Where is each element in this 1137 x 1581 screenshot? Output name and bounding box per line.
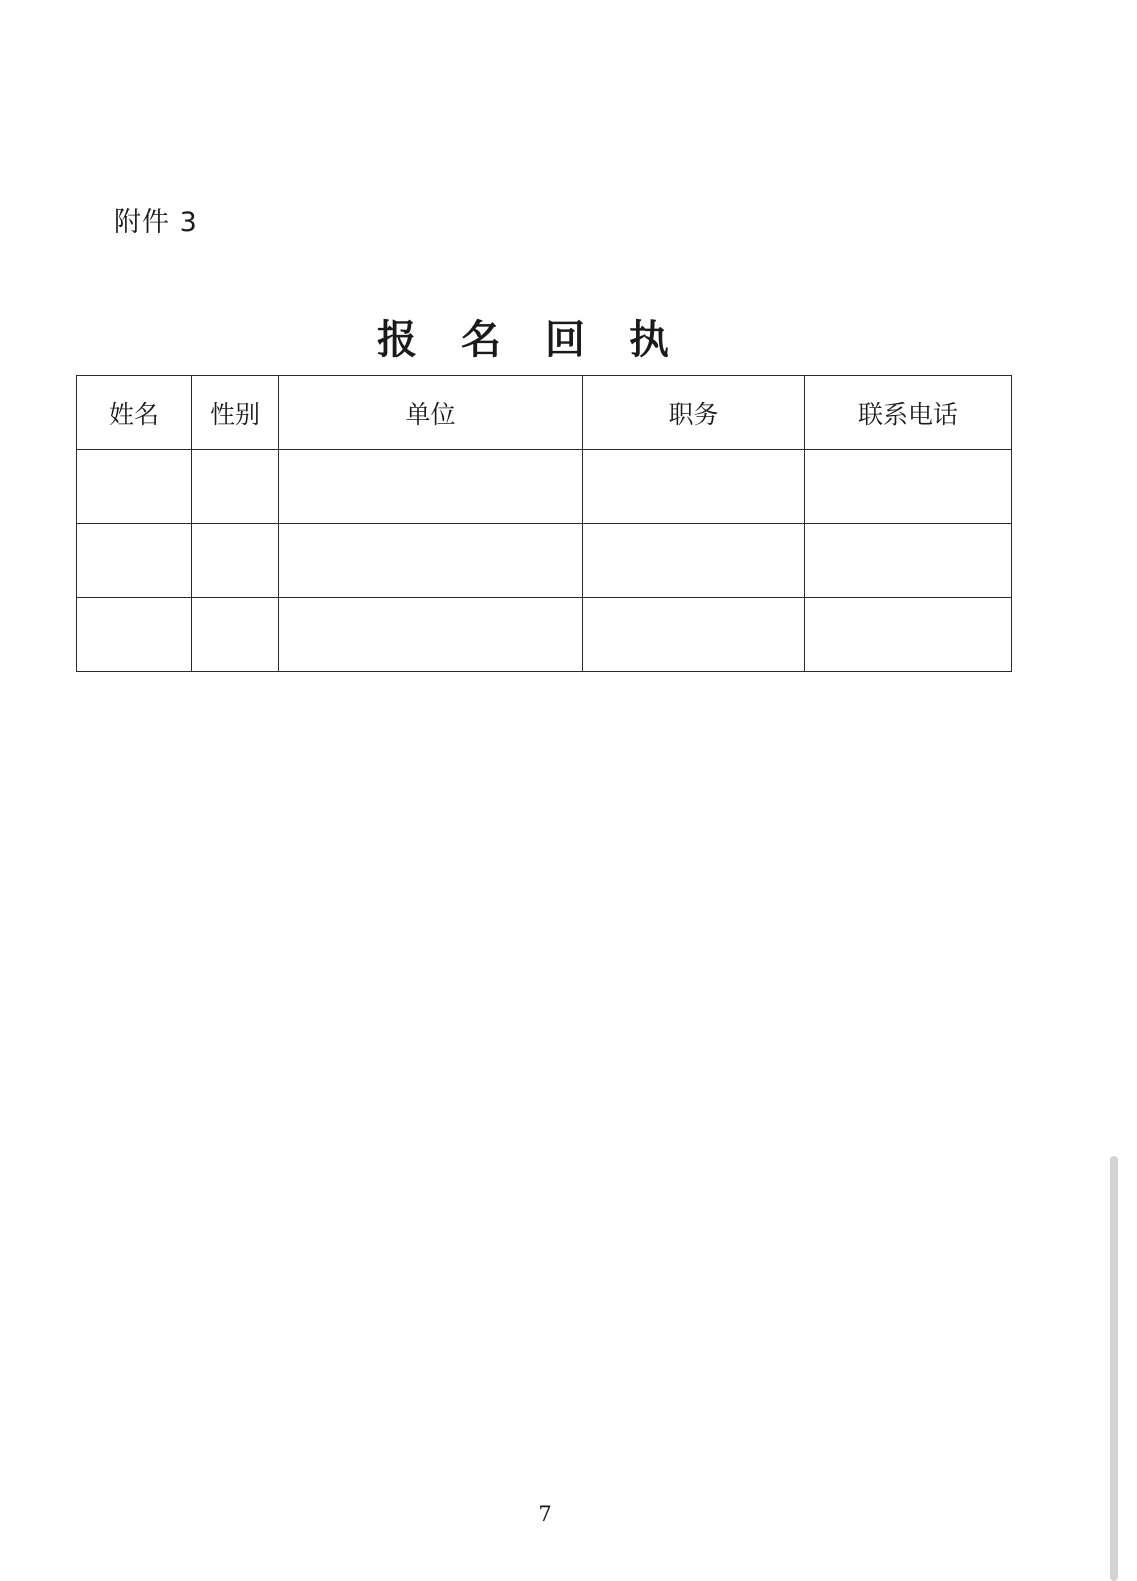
scrollbar-thumb[interactable] <box>1110 1156 1118 1581</box>
cell-name <box>77 524 192 598</box>
cell-gender <box>192 450 279 524</box>
table-row <box>77 524 1012 598</box>
cell-organization <box>279 450 583 524</box>
cell-gender <box>192 598 279 672</box>
cell-phone <box>805 450 1012 524</box>
header-organization: 单位 <box>279 376 583 450</box>
cell-position <box>583 598 805 672</box>
cell-organization <box>279 598 583 672</box>
header-gender: 性别 <box>192 376 279 450</box>
header-phone: 联系电话 <box>805 376 1012 450</box>
cell-position <box>583 450 805 524</box>
cell-name <box>77 450 192 524</box>
table-row <box>77 598 1012 672</box>
cell-position <box>583 524 805 598</box>
scrollbar-track[interactable] <box>1120 0 1137 1581</box>
header-position: 职务 <box>583 376 805 450</box>
cell-phone <box>805 524 1012 598</box>
registration-table <box>76 375 1012 672</box>
header-name: 姓名 <box>77 376 192 450</box>
cell-phone <box>805 598 1012 672</box>
attachment-label: 附件 3 <box>114 207 198 238</box>
table-row <box>77 450 1012 524</box>
table-header-row <box>77 376 1012 450</box>
cell-name <box>77 598 192 672</box>
form-title: 报名回执 <box>377 316 713 363</box>
cell-gender <box>192 524 279 598</box>
cell-organization <box>279 524 583 598</box>
page-number: 7 <box>538 1502 552 1526</box>
